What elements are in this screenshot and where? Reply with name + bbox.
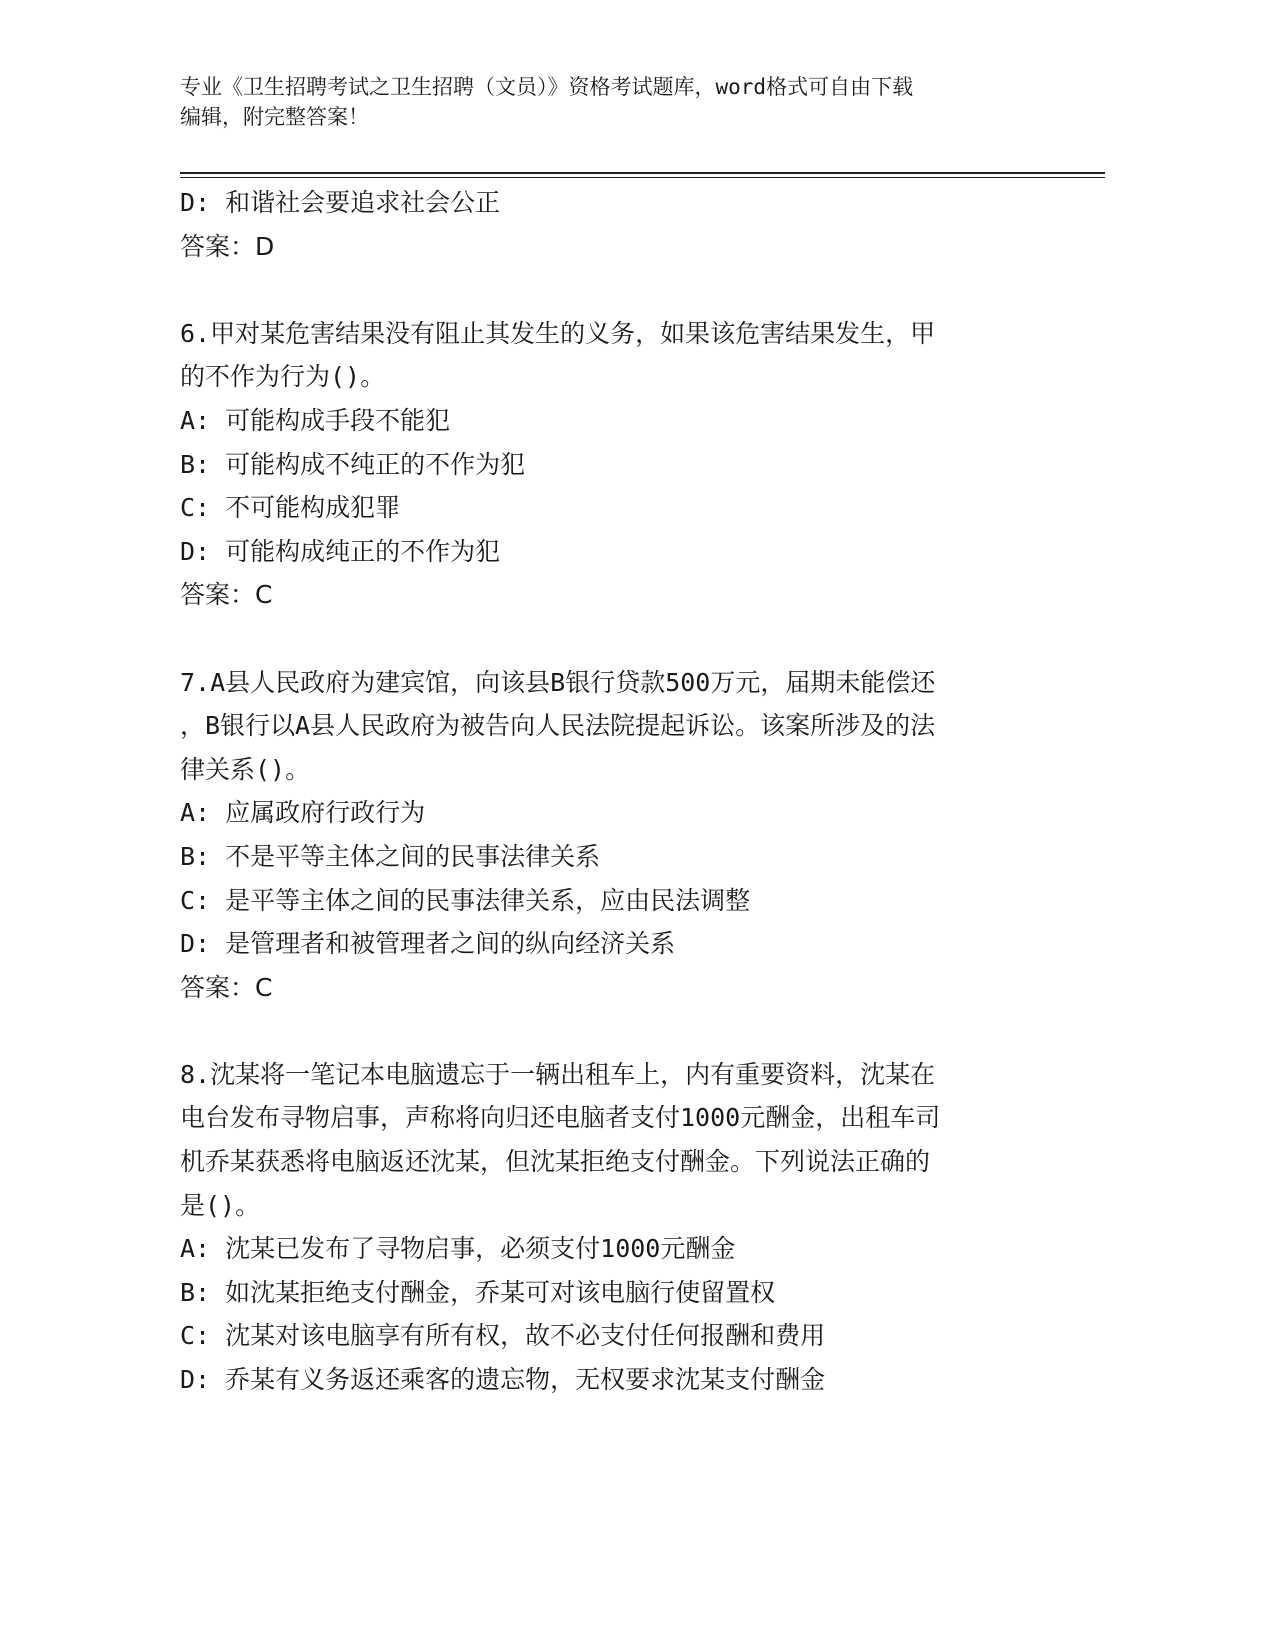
question-line: B: 如沈某拒绝支付酬金，乔某可对该电脑行使留置权 xyxy=(180,1277,776,1307)
question-line: D: 是管理者和被管理者之间的纵向经济关系 xyxy=(180,929,676,959)
question-line: 机乔某获悉将电脑返还沈某，但沈某拒绝支付酬金。下列说法正确的 xyxy=(180,1147,931,1177)
question-line: 8.沈某将一笔记本电脑遗忘于一辆出租车上，内有重要资料，沈某在 xyxy=(180,1059,936,1089)
question-line: A: 应属政府行政行为 xyxy=(180,798,426,828)
question-line: 电台发布寻物启事，声称将向归还电脑者支付1000元酬金，出租车司 xyxy=(180,1103,941,1133)
question-line: A: 沈某已发布了寻物启事，必须支付1000元酬金 xyxy=(180,1234,736,1264)
question-line: 律关系()。 xyxy=(180,754,311,784)
question-line: D: 和谐社会要追求社会公正 xyxy=(180,188,501,217)
question-block xyxy=(180,181,1060,268)
answer-line: 答案：C xyxy=(180,972,273,1002)
question-line: 7.A县人民政府为建宾馆，向该县B银行贷款500万元，届期未能偿还 xyxy=(180,667,936,697)
header-divider xyxy=(180,172,1105,178)
question-line: 是()。 xyxy=(180,1190,261,1220)
question-line: 的不作为行为()。 xyxy=(180,362,386,392)
question-line: A: 可能构成手段不能犯 xyxy=(180,405,451,435)
question-block xyxy=(180,1053,1060,1402)
header-line-2: 编辑，附完整答案！ xyxy=(180,105,369,129)
question-line: 6.甲对某危害结果没有阻止其发生的义务，如果该危害结果发生，甲 xyxy=(180,318,936,348)
block-spacer xyxy=(180,268,1060,312)
answer-line: 答案：C xyxy=(180,580,273,610)
question-line: ，B银行以A县人民政府为被告向人民法院提起诉讼。该案所涉及的法 xyxy=(180,711,936,741)
block-spacer xyxy=(180,1009,1060,1053)
question-block xyxy=(180,312,1060,617)
block-spacer xyxy=(180,617,1060,661)
question-line: B: 可能构成不纯正的不作为犯 xyxy=(180,449,526,479)
question-line: C: 沈某对该电脑享有所有权，故不必支付任何报酬和费用 xyxy=(180,1321,826,1351)
question-line: C: 不可能构成犯罪 xyxy=(180,493,401,523)
question-block xyxy=(180,661,1060,1010)
question-line: D: 可能构成纯正的不作为犯 xyxy=(180,536,501,566)
page-header xyxy=(180,72,1060,132)
header-line-1: 专业《卫生招聘考试之卫生招聘（文员）》资格考试题库，word格式可自由下载 xyxy=(180,75,914,99)
question-list xyxy=(180,181,1060,1402)
question-line: D: 乔某有义务返还乘客的遗忘物，无权要求沈某支付酬金 xyxy=(180,1365,826,1395)
answer-line: 答案：D xyxy=(180,231,275,261)
question-line: C: 是平等主体之间的民事法律关系，应由民法调整 xyxy=(180,885,751,915)
question-line: B: 不是平等主体之间的民事法律关系 xyxy=(180,841,601,871)
